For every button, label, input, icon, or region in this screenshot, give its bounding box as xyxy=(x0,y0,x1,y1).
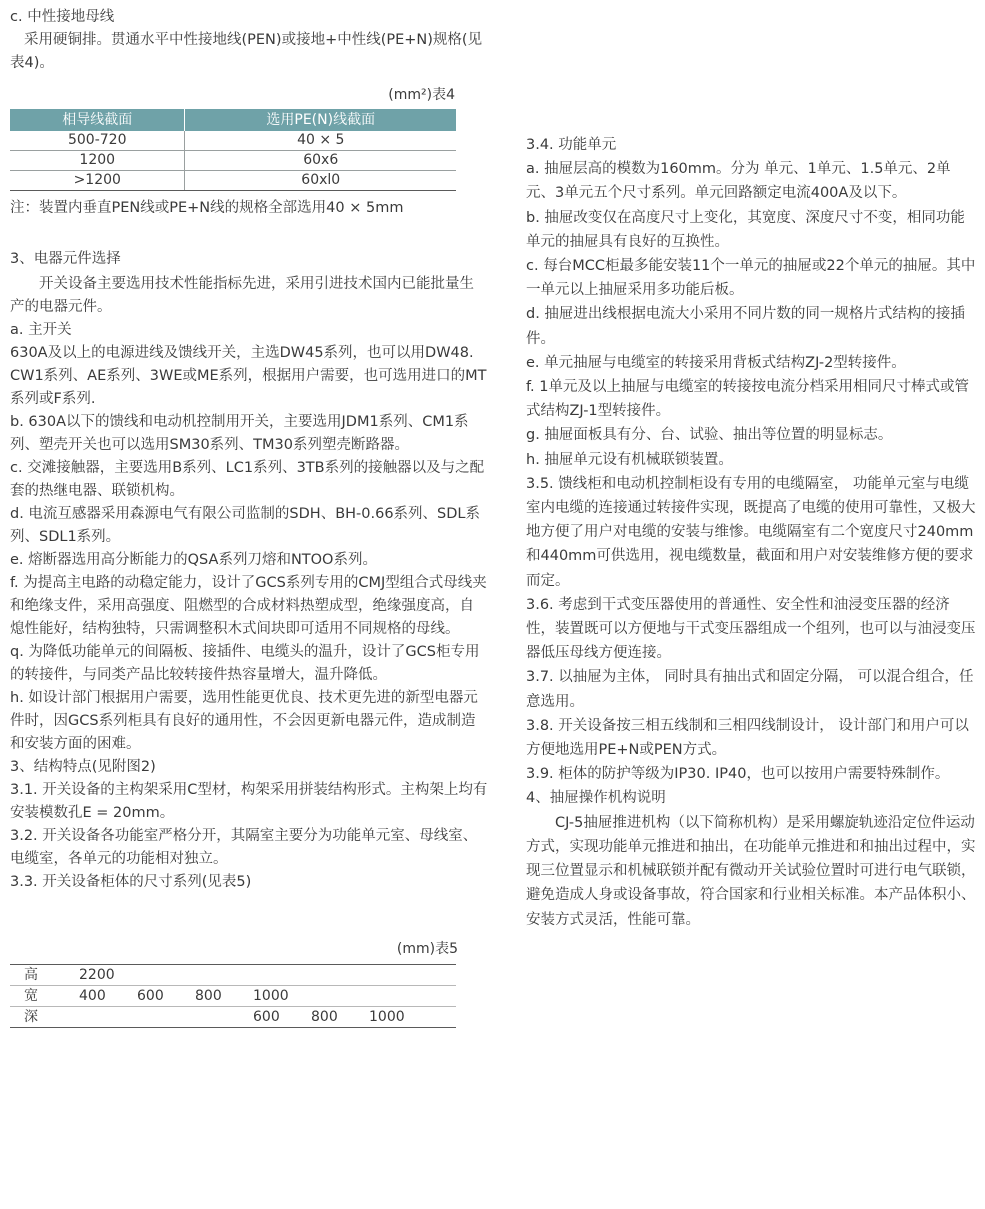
table5-cell xyxy=(195,965,253,986)
table5-cell xyxy=(369,986,456,1007)
table4-cell: 500-720 xyxy=(10,131,185,151)
item-3-5: 3.5. 馈线柜和电动机控制柜设有专用的电缆隔室， 功能单元室与电缆室内电缆的连接通过转接件实现，既提高了电缆的使用可靠性，又极大地方便了用户对电缆的安装与维惨。电缆隔室有二个宽度尺寸240mm和440mm可供选用，视电缆数量，截面和用户对安装维修方便的要求而定。 xyxy=(526,475,976,589)
item-f: f. 为提高主电路的动稳定能力，设计了GCS系列专用的CMJ型组合式母线夹和绝缘支件，采用高强度、阻燃型的合成材料热塑成型，绝缘强度高，自熄性能好，结构独特，只需调整积木式间块即可适用不同规格的母线。 xyxy=(10,575,487,637)
section-3-title: 3、电器元件选择 xyxy=(10,251,121,267)
section-3b-title: 3、结构特点(见附图2) xyxy=(10,759,156,775)
item-e: e. 熔断器选用高分断能力的QSA系列刀熔和NTOO系列。 xyxy=(10,552,377,568)
item-3-6: 3.6. 考虑到干式变压器使用的普通性、安全性和油浸变压器的经济性，装置既可以方便地与干式变压器组成一个组列，也可以与油浸变压器低压母线方便连接。 xyxy=(526,596,976,662)
item-3-4-h: h. 抽屉单元设有机械联锁装置。 xyxy=(526,451,733,468)
table5-cell: 600 xyxy=(253,1009,280,1025)
table4-cell: 60xl0 xyxy=(185,171,456,191)
item-3-1: 3.1. 开关设备的主构架采用C型材，构架采用拼装结构形式。主构架上均有安装模数孔E = 20mm。 xyxy=(10,782,488,821)
table5-caption: (mm)表5 xyxy=(396,941,458,957)
item-g: q. 为降低功能单元的间隔板、接插件、电缆头的温升，设计了GCS柜专用的转接件，与同类产品比较转接件热容量增大，温升降低。 xyxy=(10,644,480,683)
item-3-4-c: c. 每台MCC柜最多能安装11个一单元的抽屉或22个单元的抽屉。其中一单元以上抽屉采用多功能后板。 xyxy=(526,258,976,299)
item-3-4-f: f. 1单元及以上抽屉与电缆室的转接按电流分档采用相同尺寸棒式或管式结构ZJ-1型转接件。 xyxy=(526,379,969,420)
item-d: d. 电流互感器采用森源电气有限公司监制的SDH、BH-0.66系列、SDL系列、SDL1系列。 xyxy=(10,506,481,545)
table5-label: 高 xyxy=(10,965,79,986)
item-3-7: 3.7. 以抽屉为主体， 同时具有抽出式和固定分隔， 可以混合组合，任意选用。 xyxy=(526,669,974,710)
item-c: c. 交滩接触器，主要选用B系列、LC1系列、3TB系列的接触器以及与之配套的热继电器、联锁机构。 xyxy=(10,460,485,499)
left-column xyxy=(10,6,488,1028)
section-3-intro: 开关设备主要选用技术性能指标先进，采用引进技术国内已能批量生产的电器元件。 xyxy=(10,276,474,315)
table5-row xyxy=(10,1007,456,1028)
right-column xyxy=(526,133,978,932)
table5-cell xyxy=(311,965,369,986)
item-3-4-b: b. 抽屉改变仅在高度尺寸上变化，其宽度、深度尺寸不变，相同功能单元的抽屉具有良好的互换性。 xyxy=(526,209,965,250)
table5-row xyxy=(10,986,456,1007)
item-3-4-a: a. 抽屉层高的模数为160mm。分为 单元、1单元、1.5单元、2单元、3单元五个尺寸系列。单元回路额定电流400A及以下。 xyxy=(526,161,951,202)
table5-cell xyxy=(253,965,311,986)
table4-cell: >1200 xyxy=(10,171,185,191)
table4-header: 相导线截面 xyxy=(10,109,185,131)
table5-cell: 1000 xyxy=(253,986,311,1007)
item-3-4-e: e. 单元抽屉与电缆室的转接采用背板式结构ZJ-2型转接件。 xyxy=(526,354,906,371)
table4-row xyxy=(10,151,456,171)
table5-cell: 600 xyxy=(137,986,195,1007)
item-3-8: 3.8. 开关设备按三相五线制和三相四线制设计， 设计部门和用户可以方便地选用PE+N或PEN方式。 xyxy=(526,717,969,759)
table5-row xyxy=(10,965,456,986)
table4-row xyxy=(10,171,456,191)
table5-label: 宽 xyxy=(10,986,79,1007)
item-a-title: a. 主开关 xyxy=(10,322,72,338)
item-a-body: 630A及以上的电源进线及馈线开关，主选DW45系列，也可以用DW48. CW1系列、AE系列、3WE或ME系列，根据用户需要，也可选用进口的MT系列或F系列. xyxy=(10,345,487,407)
table4-cell: 1200 xyxy=(10,151,185,171)
table5-cell xyxy=(195,1007,253,1028)
table4-row xyxy=(10,131,456,151)
item-3-3: 3.3. 开关设备柜体的尺寸系列(见表5) xyxy=(10,874,252,890)
section-4-body: CJ-5抽屉推进机构（以下简称机构）是采用螺旋轨迹沿定位件运动方式，实现功能单元推进和抽出，在功能单元推进和和抽出过程中，实现三位置显示和机械联锁并配有微动开关试验位置时可进行电气联锁，避免造成人身或设备事故，符合国家和行业相关标准。本产品体积小、安装方式灵活，性能可靠。 xyxy=(526,814,976,928)
item-b: b. 630A以下的馈线和电动机控制用开关，主要选用JDM1系列、CM1系列、塑壳开关也可以选用SM30系列、TM30系列塑壳断路器。 xyxy=(10,414,469,453)
item-3-4-g: g. 抽屉面板具有分、台、试验、抽出等位置的明显标志。 xyxy=(526,427,893,444)
table5-cell: 2200 xyxy=(79,965,137,986)
item-h: h. 如设计部门根据用户需要，选用性能更优良、技术更先进的新型电器元件时，因GCS系列柜具有良好的通用性，不会因更新电器元件，造成制造和安装方面的困难。 xyxy=(10,690,478,752)
table5-cell xyxy=(369,965,456,986)
section-c-title: c. 中性接地母线 xyxy=(10,9,115,25)
table5-cell: 800 xyxy=(195,986,253,1007)
table5-label: 深 xyxy=(24,1009,38,1025)
table4-cell: 60x6 xyxy=(185,151,456,171)
table5-cell: 1000 xyxy=(369,1009,405,1025)
table4 xyxy=(10,109,456,191)
section-c-body: 采用硬铜排。贯通水平中性接地线(PEN)或接地+中性线(PE+N)规格(见表4)。 xyxy=(10,32,483,71)
table5-cell: 800 xyxy=(311,1009,338,1025)
section-3-4-title: 3.4. 功能单元 xyxy=(526,137,617,153)
item-3-9: 3.9. 柜体的防护等级为IP30. IP40，也可以按用户需要特殊制作。 xyxy=(526,766,950,783)
section-4-title: 4、抽屉操作机构说明 xyxy=(526,790,666,807)
table5 xyxy=(10,964,456,1028)
table4-caption: (mm²)表4 xyxy=(388,87,455,103)
table4-header: 选用PE(N)线截面 xyxy=(185,109,456,131)
table4-note: 注：装置内垂直PEN线或PE+N线的规格全部选用40 × 5mm xyxy=(10,200,404,216)
item-3-4-d: d. 抽屉进出线根据电流大小采用不同片数的同一规格片式结构的接插件。 xyxy=(526,306,965,347)
table5-cell xyxy=(79,1007,137,1028)
table4-cell: 40 × 5 xyxy=(185,131,456,151)
item-3-2: 3.2. 开关设备各功能室严格分开，其隔室主要分为功能单元室、母线室、电缆室，各单元的功能相对独立。 xyxy=(10,828,478,867)
table5-cell xyxy=(311,986,369,1007)
table5-cell xyxy=(137,1007,195,1028)
table5-cell: 400 xyxy=(79,986,137,1007)
table5-cell xyxy=(137,965,195,986)
